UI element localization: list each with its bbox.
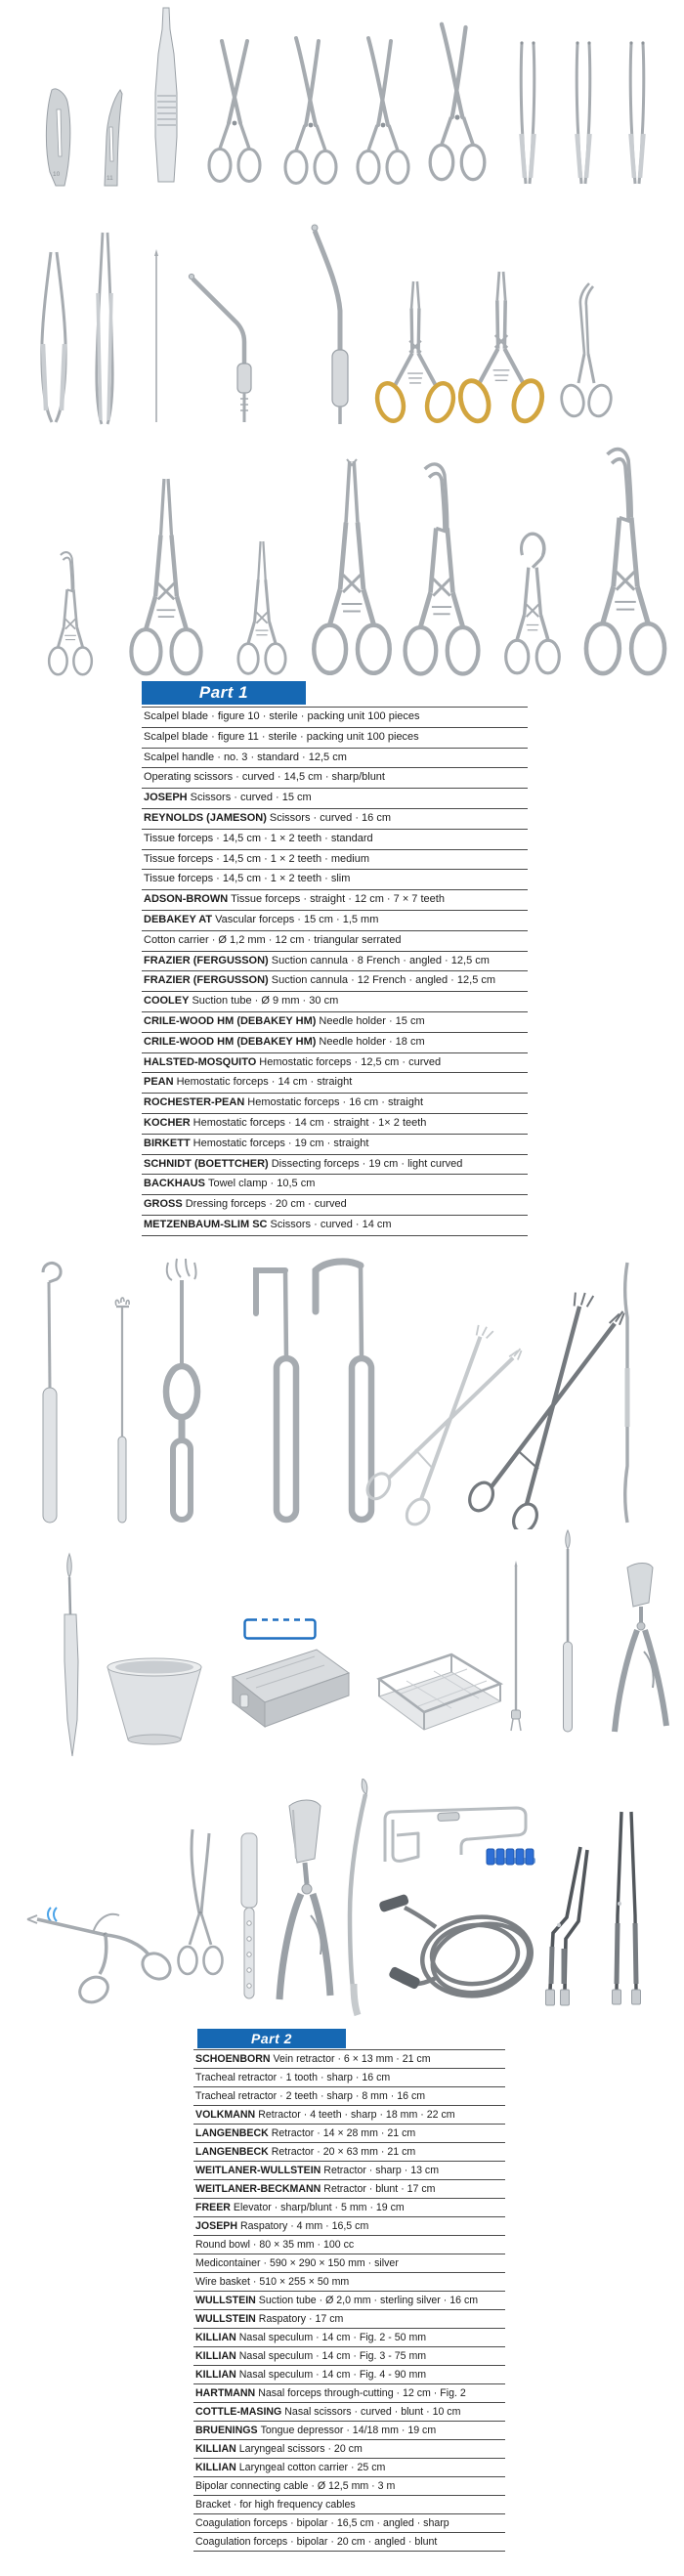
round-bowl-image: [107, 1658, 201, 1744]
table-row: Tissue forceps · 14,5 cm · 1 × 2 teeth · standard: [142, 830, 528, 850]
part1-header: Part 1: [142, 681, 306, 705]
figure-row-scalpels-scissors: [0, 0, 684, 192]
table-row: Scalpel blade · figure 10 · sterile · packing unit 100 pieces: [142, 708, 528, 728]
halsted-mosquito-image: [49, 552, 92, 674]
table-row: WEITLANER-BECKMANN Retractor · blunt · 17 cm: [193, 2180, 505, 2199]
table-row: KILLIAN Nasal speculum · 14 cm · Fig. 3 - 75 mm: [193, 2347, 505, 2366]
volkmann-rake-retractor-image: [166, 1259, 197, 1520]
table-row: Bracket · for high frequency cables: [193, 2496, 505, 2514]
table-row: WEITLANER-WULLSTEIN Retractor · sharp · 13 cm: [193, 2162, 505, 2180]
killian-speculum-small-image: [615, 1564, 666, 1733]
tissue-forceps-slim-image: [629, 41, 644, 184]
table-row: Tracheal retractor · 2 teeth · sharp · 8 mm · 16 cm: [193, 2087, 505, 2106]
blade-label-11: 11: [107, 175, 113, 182]
table-row: SCHOENBORN Vein retractor · 6 × 13 mm · 21 cm: [193, 2050, 505, 2069]
table-row: Scalpel handle · no. 3 · standard · 12,5 cm: [142, 749, 528, 769]
table-row: WULLSTEIN Suction tube · Ø 2,0 mm · sterling silver · 16 cm: [193, 2292, 505, 2310]
cooley-suction-tube-image: [312, 225, 348, 424]
cotton-carrier-image: [154, 249, 158, 422]
wire-basket-image: [379, 1654, 500, 1730]
coagulation-forceps-bayonet-image: [546, 1847, 588, 2005]
tracheal-retractor-rake-image: [115, 1298, 129, 1523]
tissue-forceps-medium-image: [576, 41, 590, 184]
pean-forceps-image: [131, 479, 200, 673]
empty-field-highlight[interactable]: [245, 1620, 316, 1639]
table-row: KILLIAN Nasal speculum · 14 cm · Fig. 2 - 50 mm: [193, 2329, 505, 2347]
figure-row-ent-instruments: [0, 1779, 684, 2023]
table-row: CRILE-WOOD HM (DEBAKEY HM) Needle holder · 18 cm: [142, 1033, 528, 1053]
figure-row-retractors: [0, 1251, 684, 1529]
delicate-forceps-image: [559, 283, 614, 418]
table-row: Tracheal retractor · 1 tooth · sharp · 16 cm: [193, 2069, 505, 2087]
backhaus-towel-clamp-image: [506, 534, 560, 673]
bruenings-tongue-depressor-image: [241, 1833, 257, 1998]
table-row: FRAZIER (FERGUSSON) Suction cannula · 8 French · angled · 12,5 cm: [142, 952, 528, 972]
table-row: BIRKETT Hemostatic forceps · 19 cm · straight: [142, 1135, 528, 1155]
table-row: GROSS Dressing forceps · 20 cm · curved: [142, 1195, 528, 1216]
weitlaner-wullstein-image: [363, 1319, 531, 1528]
frazier-suction-cannula-image: [189, 274, 251, 422]
part1-table: [142, 707, 528, 1236]
table-row: Coagulation forceps · bipolar · 16,5 cm · angled · sharp: [193, 2514, 505, 2533]
freer-elevator-image: [625, 1263, 627, 1523]
killian-speculum-large-image: [279, 1800, 330, 1999]
table-row: SCHNIDT (BOETTCHER) Dissecting forceps · 19 cm · light curved: [142, 1155, 528, 1176]
table-row: FRAZIER (FERGUSSON) Suction cannula · 12 French · angled · 12,5 cm: [142, 971, 528, 992]
table-row: Wire basket · 510 × 255 × 50 mm: [193, 2273, 505, 2292]
scalpel-handle-image: [155, 8, 177, 182]
figure-row-cannulas-needle-holders: [0, 215, 684, 430]
part2-header: Part 2: [197, 2029, 346, 2048]
table-row: KILLIAN Laryngeal scissors · 20 cm: [193, 2440, 505, 2459]
needle-holder-18-image: [456, 272, 546, 424]
table-row: HARTMANN Nasal forceps through-cutting · 12 cm · Fig. 2: [193, 2384, 505, 2403]
kocher-forceps-image: [314, 461, 389, 673]
table-row: KILLIAN Laryngeal cotton carrier · 25 cm: [193, 2459, 505, 2477]
table-row: Bipolar connecting cable · Ø 12,5 mm · 3 m: [193, 2477, 505, 2496]
table-row: JOSEPH Raspatory · 4 mm · 16,5 cm: [193, 2217, 505, 2236]
table-row: Tissue forceps · 14,5 cm · 1 × 2 teeth · slim: [142, 870, 528, 890]
hf-cable-bracket-image: [385, 1808, 535, 1865]
table-row: CRILE-WOOD HM (DEBAKEY HM) Needle holder · 15 cm: [142, 1012, 528, 1033]
table-row: ROCHESTER-PEAN Hemostatic forceps · 16 cm · straight: [142, 1094, 528, 1114]
table-row: COTTLE-MASING Nasal scissors · curved · blunt · 10 cm: [193, 2403, 505, 2422]
gross-dressing-forceps-image: [586, 450, 664, 673]
table-row: LANGENBECK Retractor · 14 × 28 mm · 21 cm: [193, 2125, 505, 2143]
hartmann-nasal-forceps-image: [27, 1908, 175, 2007]
table-row: BRUENINGS Tongue depressor · 14/18 mm · 19 cm: [193, 2422, 505, 2440]
needle-holder-15-image: [373, 281, 457, 424]
table-row: PEAN Hemostatic forceps · 14 cm · straight: [142, 1073, 528, 1094]
table-row: LANGENBECK Retractor · 20 × 63 mm · 21 cm: [193, 2143, 505, 2162]
langenbeck-retractor-small-image: [256, 1270, 296, 1520]
adson-brown-forceps-image: [42, 252, 65, 422]
coagulation-forceps-straight-image: [613, 1812, 641, 2004]
blade-label-10: 10: [53, 171, 61, 178]
rochester-pean-forceps-image: [238, 541, 285, 673]
joseph-raspatory-image: [64, 1554, 78, 1756]
langenbeck-retractor-large-image: [316, 1262, 371, 1520]
table-row: Tissue forceps · 14,5 cm · 1 × 2 teeth · medium: [142, 850, 528, 871]
cable-clips: [487, 1849, 535, 1865]
table-row: METZENBAUM-SLIM SC Scissors · curved · 14 cm: [142, 1216, 528, 1236]
figure-row-containers: [0, 1524, 684, 1759]
table-row: WULLSTEIN Raspatory · 17 cm: [193, 2310, 505, 2329]
table-row: KOCHER Hemostatic forceps · 14 cm · straight · 1× 2 teeth: [142, 1114, 528, 1135]
table-row: FREER Elevator · sharp/blunt · 5 mm · 19 cm: [193, 2199, 505, 2217]
curved-scissors-image: [358, 38, 408, 184]
wullstein-suction-tube-image: [511, 1561, 521, 1731]
operating-scissors-image: [209, 41, 260, 182]
weitlaner-beckmann-image: [465, 1285, 635, 1529]
medicontainer-image: [233, 1650, 349, 1727]
figure-row-hemostats: [0, 445, 684, 679]
table-row: REYNOLDS (JAMESON) Scissors · curved · 16 cm: [142, 809, 528, 830]
scalpel-blade-11-image: [105, 90, 122, 186]
bipolar-cable-image: [378, 1894, 536, 2003]
wullstein-raspatory-image: [564, 1530, 573, 1732]
table-row: ADSON-BROWN Tissue forceps · straight · 12 cm · 7 × 7 teeth: [142, 890, 528, 911]
table-row: JOSEPH Scissors · curved · 15 cm: [142, 789, 528, 809]
table-row: Scalpel blade · figure 11 · sterile · packing unit 100 pieces: [142, 728, 528, 749]
cottle-masing-scissors-image: [179, 1829, 223, 1974]
joseph-scissors-image: [285, 38, 336, 184]
table-row: KILLIAN Nasal speculum · 14 cm · Fig. 4 - 90 mm: [193, 2366, 505, 2384]
reynolds-scissors-image: [430, 24, 485, 180]
vein-retractor-hook-image: [43, 1263, 61, 1523]
scalpel-blade-10-image: [46, 89, 69, 186]
part2-table: [193, 2049, 505, 2552]
table-row: Medicontainer · 590 × 290 × 150 mm · silver: [193, 2254, 505, 2273]
laryngeal-cotton-carrier-image: [350, 1779, 367, 2015]
debakey-forceps-image: [97, 233, 112, 424]
table-row: DEBAKEY AT Vascular forceps · 15 cm · 1,5 mm: [142, 911, 528, 931]
table-row: Cotton carrier · Ø 1,2 mm · 12 cm · triangular serrated: [142, 931, 528, 952]
table-row: Round bowl · 80 × 35 mm · 100 cc: [193, 2236, 505, 2254]
table-row: COOLEY Suction tube · Ø 9 mm · 30 cm: [142, 992, 528, 1012]
table-row: Coagulation forceps · bipolar · 20 cm · angled · blunt: [193, 2533, 505, 2552]
table-row: HALSTED-MOSQUITO Hemostatic forceps · 12,5 cm · curved: [142, 1053, 528, 1074]
table-row: BACKHAUS Towel clamp · 10,5 cm: [142, 1175, 528, 1195]
table-row: Operating scissors · curved · 14,5 cm · sharp/blunt: [142, 768, 528, 789]
table-row: VOLKMANN Retractor · 4 teeth · sharp · 18 mm · 22 cm: [193, 2106, 505, 2125]
birkett-forceps-image: [406, 464, 479, 674]
tissue-forceps-standard-image: [520, 41, 534, 184]
